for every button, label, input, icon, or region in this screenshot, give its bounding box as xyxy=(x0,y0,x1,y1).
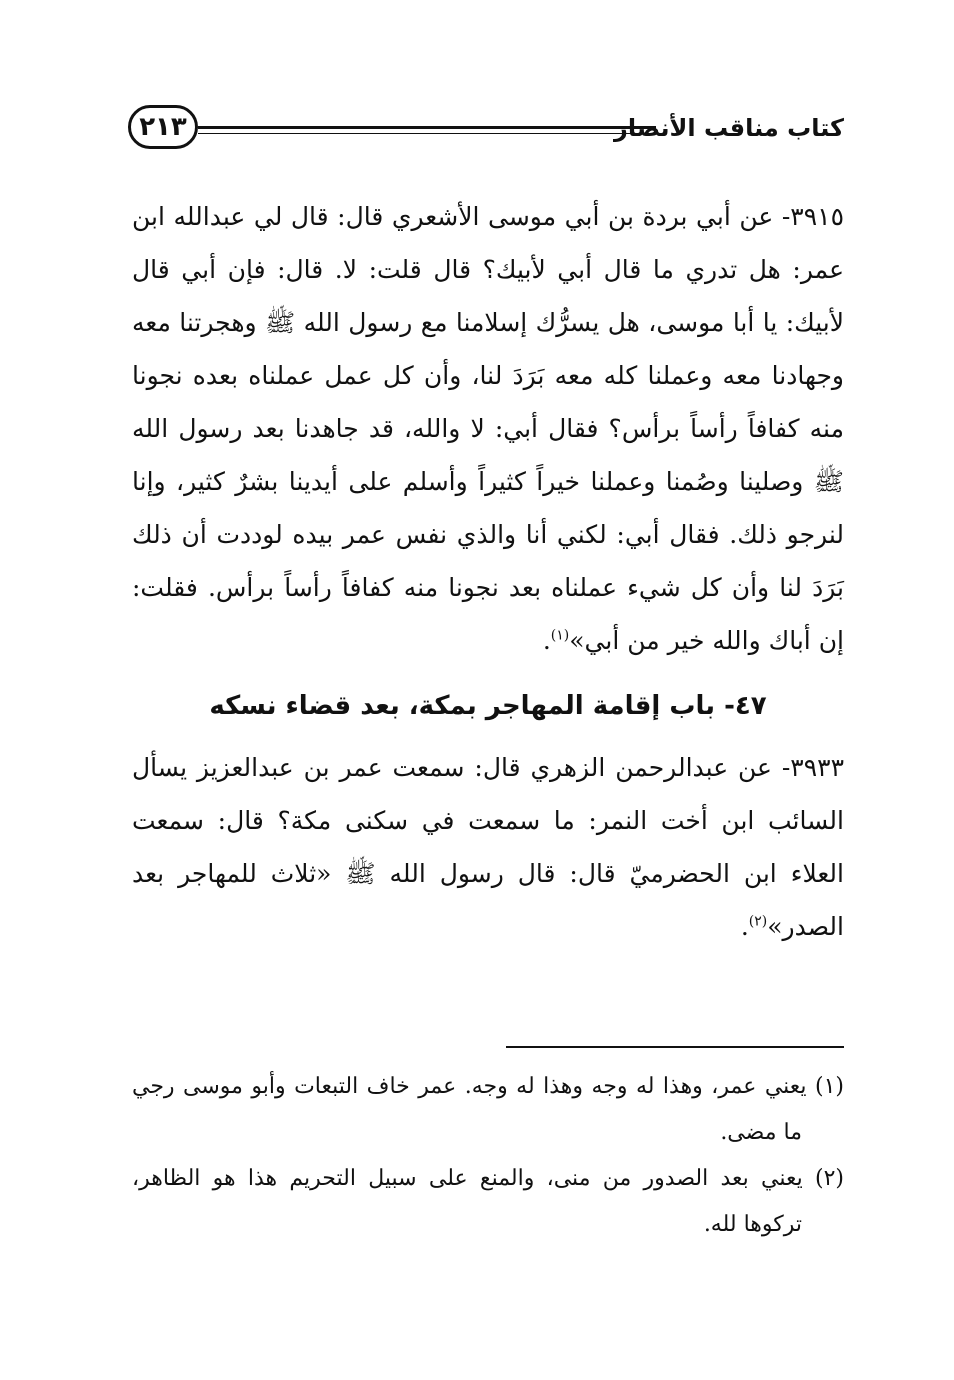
running-title: كتاب مناقب الأنصار xyxy=(614,114,844,142)
footnote-ref-1: (١) xyxy=(550,627,570,644)
footnotes xyxy=(132,1064,844,1248)
footnote-1: (١) يعني عمر، وهذا له وجه وهذا له وجه. عمر خاف التبعات وأبو موسى رجي ما مضى. xyxy=(132,1074,844,1145)
main-text xyxy=(132,190,844,953)
footnote-2: (٢) يعني بعد الصدور من منى، والمنع على سبيل التحريم هذا هو الظاهر، تركوها لله. xyxy=(132,1166,844,1237)
hadith-3915 xyxy=(132,190,844,667)
header-rule xyxy=(198,126,656,134)
footnote-ref-2: (٢) xyxy=(748,913,768,930)
section-heading: ٤٧- باب إقامة المهاجر بمكة، بعد قضاء نسكه xyxy=(209,691,767,721)
page-number: ٢١٣ xyxy=(128,105,198,149)
hadith-3933 xyxy=(132,741,844,953)
footnote-separator xyxy=(506,1046,844,1048)
hadith-3915-text: ٣٩١٥- عن أبي بردة بن أبي موسى الأشعري قال: قال لي عبدالله ابن عمر: هل تدري ما قال أبي لأبيك؟ قال قلت: لا. قال: فإن أبي قال لأبيك: يا أبا موسى، هل يسرُّك إسلامنا مع رسول الله ﷺ وهجرتنا معه وجهادنا معه وعملنا كله معه بَرَدَ لنا، وأن كل عمل عملناه بعده نجونا منه كفافاً رأساً برأس؟ فقال أبي: لا والله، قد جاهدنا بعد رسول الله ﷺ وصلينا وصُمنا وعملنا خيراً كثيراً وأسلم على أيدينا بشرٌ كثير، وإنا لنرجو ذلك. فقال أبي: لكني أنا والذي نفس عمر بيده لوددت أن ذلك بَرَدَ لنا وأن كل شيء عملناه بعد نجونا منه كفافاً رأساً برأس. فقلت: إن أباك والله خير من أبي» xyxy=(132,202,844,655)
hadith-3933-end: . xyxy=(740,912,749,941)
hadith-3933-text: ٣٩٣٣- عن عبدالرحمن الزهري قال: سمعت عمر بن عبدالعزيز يسأل السائب ابن أخت النمر: ما سمعت في سكنى مكة؟ قال: سمعت العلاء ابن الحضرميّ قال: قال رسول الله ﷺ «ثلاث للمهاجر بعد الصدر» xyxy=(132,753,844,941)
page-header xyxy=(128,100,844,160)
hadith-3915-end: . xyxy=(542,626,551,655)
